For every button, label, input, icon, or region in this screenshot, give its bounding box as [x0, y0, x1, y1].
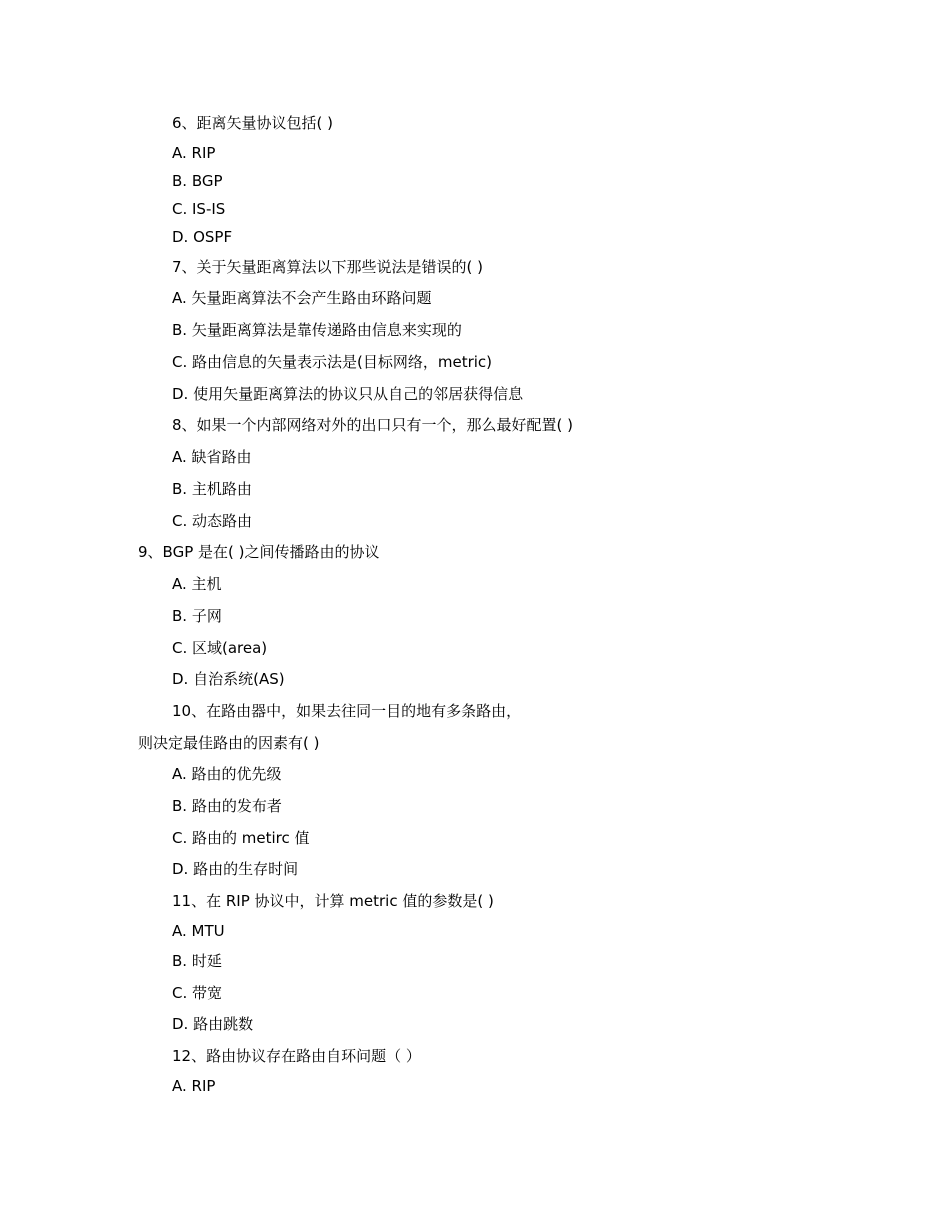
- question-10-continuation: 则决定最佳路由的因素有( ): [138, 734, 320, 752]
- question-8: 8、如果一个内部网络对外的出口只有一个，那么最好配置( ): [172, 416, 574, 434]
- question-7-option-b: B. 矢量距离算法是靠传递路由信息来实现的: [172, 321, 462, 339]
- question-11-option-b: B. 时延: [172, 952, 222, 970]
- question-9-option-c: C. 区域(area): [172, 639, 268, 657]
- question-7: 7、关于矢量距离算法以下那些说法是错误的( ): [172, 258, 484, 276]
- question-7-option-c: C. 路由信息的矢量表示法是(目标网络，metric): [172, 353, 493, 371]
- question-10-option-c: C. 路由的 metirc 值: [172, 829, 310, 847]
- question-11: 11、在 RIP 协议中，计算 metric 值的参数是( ): [172, 892, 494, 910]
- question-12: 12、路由协议存在路由自环问题（ ）: [172, 1047, 421, 1065]
- question-6-option-d: D. OSPF: [172, 228, 233, 246]
- question-8-option-c: C. 动态路由: [172, 512, 253, 530]
- question-6: 6、距离矢量协议包括( ): [172, 114, 334, 132]
- question-12-option-a: A. RIP: [172, 1077, 216, 1095]
- question-8-option-a: A. 缺省路由: [172, 448, 252, 466]
- question-9-option-b: B. 子网: [172, 607, 222, 625]
- question-7-option-d: D. 使用矢量距离算法的协议只从自己的邻居获得信息: [172, 385, 524, 403]
- question-9-option-d: D. 自治系统(AS): [172, 670, 285, 688]
- question-7-option-a: A. 矢量距离算法不会产生路由环路问题: [172, 289, 432, 307]
- question-11-option-a: A. MTU: [172, 922, 225, 940]
- question-6-option-a: A. RIP: [172, 144, 216, 162]
- question-10: 10、在路由器中，如果去往同一目的地有多条路由，: [172, 702, 522, 720]
- question-6-option-c: C. IS-IS: [172, 200, 226, 218]
- question-9-option-a: A. 主机: [172, 575, 222, 593]
- question-8-option-b: B. 主机路由: [172, 480, 252, 498]
- question-10-option-d: D. 路由的生存时间: [172, 860, 299, 878]
- question-9: 9、BGP 是在( )之间传播路由的协议: [138, 543, 380, 561]
- question-10-option-a: A. 路由的优先级: [172, 765, 282, 783]
- question-10-option-b: B. 路由的发布者: [172, 797, 282, 815]
- question-11-option-c: C. 带宽: [172, 984, 223, 1002]
- question-11-option-d: D. 路由跳数: [172, 1015, 254, 1033]
- question-6-option-b: B. BGP: [172, 172, 223, 190]
